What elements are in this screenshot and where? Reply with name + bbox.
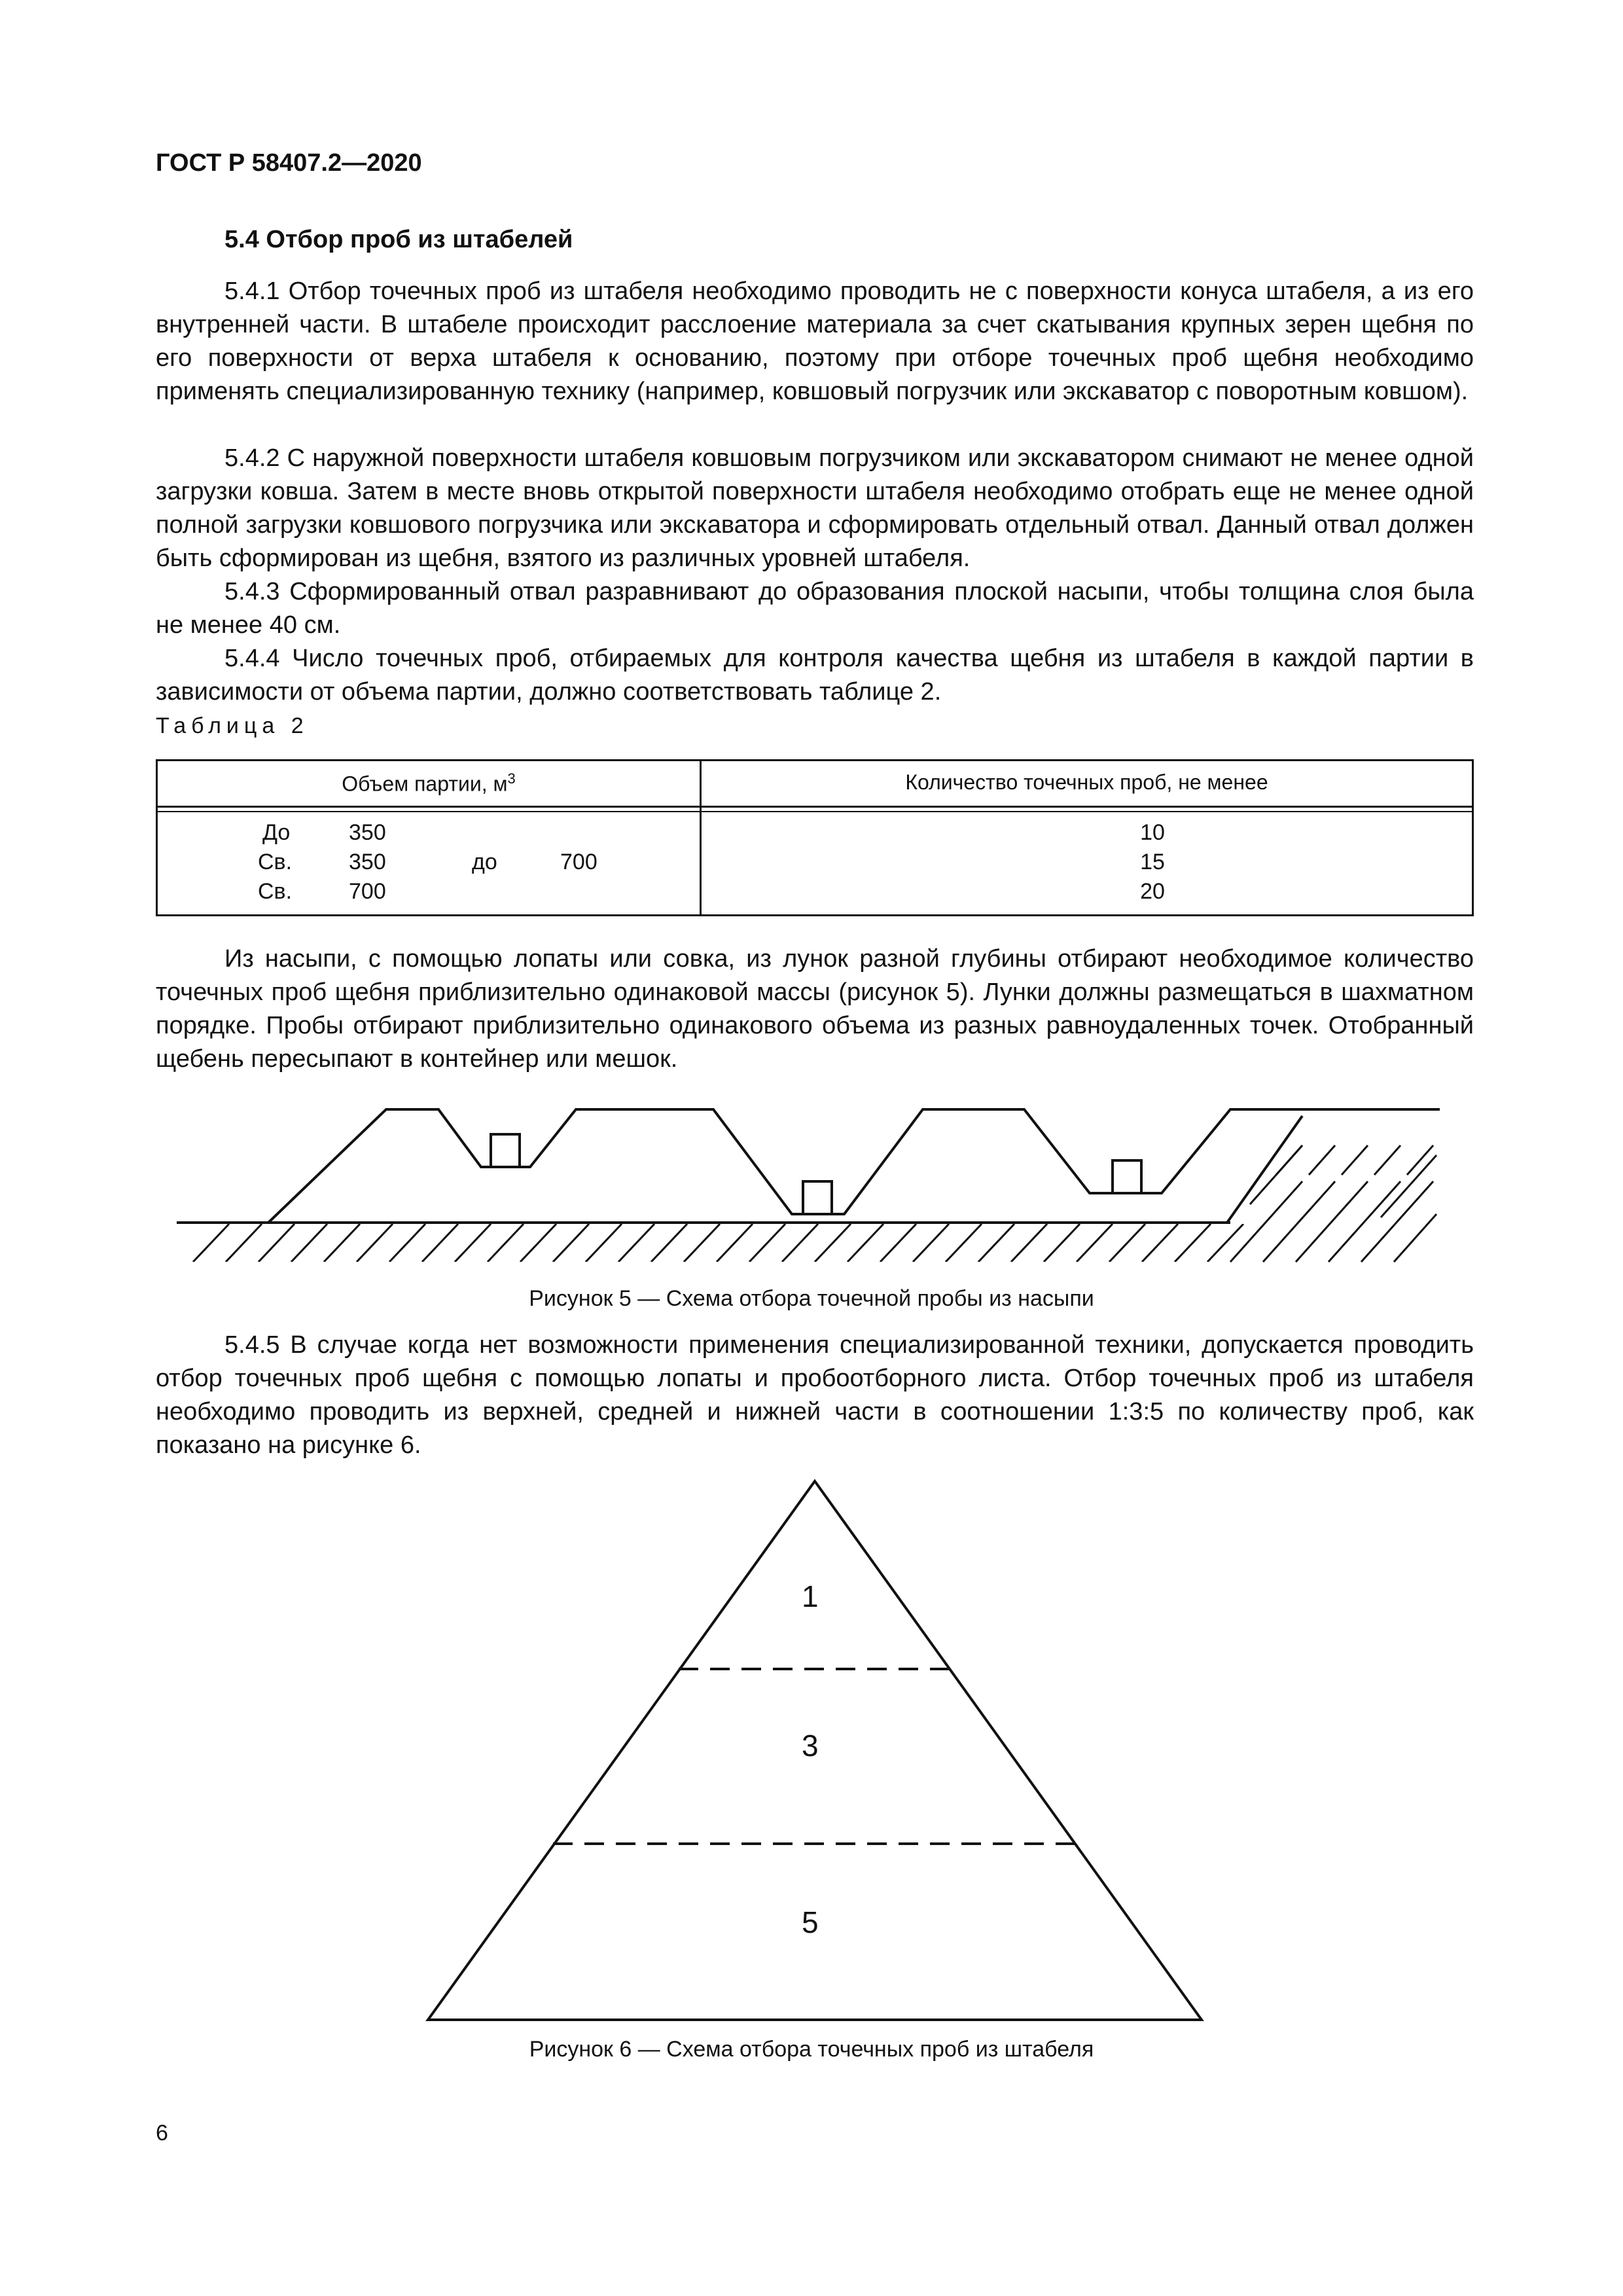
table-cell: До bbox=[262, 820, 291, 845]
table-cell: 350 bbox=[349, 850, 386, 874]
table-cell: 350 bbox=[349, 820, 386, 845]
paragraph-after-table: Из насыпи, с помощью лопаты или совка, из лунок разной глубины отбирают необходимое количество точечных проб щебня приблизительно одинаковой массы (рисунок 5). Лунки должны размещаться в шахматном порядке. Пробы отбирают приблизительно одинакового объема из разных равноудаленных точек. Отобранный щебень пересыпают в контейнер или мешок. bbox=[156, 945, 1474, 1073]
paragraph-5-4-4: 5.4.4 Число точечных проб, отбираемых для контроля качества щебня из штабеля в каждой партии в зависимости от объема партии, должно соответствовать таблице 2. bbox=[156, 645, 1474, 706]
table-cell: 700 bbox=[349, 879, 386, 904]
figure-5-embankment bbox=[177, 1109, 1440, 1262]
table-cell: 15 bbox=[1140, 850, 1165, 874]
table-cell: Св. bbox=[258, 879, 293, 904]
paragraph-5-4-2: 5.4.2 С наружной поверхности штабеля ковшовым погрузчиком или экскаватором снимают не менее одной загрузки ковша. Затем в месте вновь открытой поверхности штабеля необходимо отобрать еще не менее одной полной загрузки ковшового погрузчика или экскаватора и сформировать отдельный отвал. Данный отвал должен быть сформирован из щебня, взятого из различных уровней штабеля. bbox=[156, 444, 1474, 572]
table-header-count: Количество точечных проб, не менее bbox=[905, 770, 1268, 794]
table-cell: до bbox=[472, 850, 497, 874]
table-cell: Св. bbox=[258, 850, 293, 874]
table-cell: 20 bbox=[1140, 879, 1165, 904]
figure-6-label-middle: 3 bbox=[802, 1729, 819, 1763]
figure-6-label-bottom: 5 bbox=[802, 1905, 819, 1939]
section-title: 5.4 Отбор проб из штабелей bbox=[224, 226, 573, 253]
table-cell: 10 bbox=[1140, 820, 1165, 845]
paragraph-5-4-3: 5.4.3 Сформированный отвал разравнивают до образования плоской насыпи, чтобы толщина слоя была не менее 40 см. bbox=[156, 578, 1474, 639]
paragraph-5-4-5: 5.4.5 В случае когда нет возможности применения специализированной техники, допускается проводить отбор точечных проб щебня с помощью лопаты и пробоотборного листа. Отбор точечных проб из штабеля необходимо проводить из верхней, средней и нижней части в соотношении 1:3:5 по количеству проб, как показано на рисунке 6. bbox=[156, 1331, 1474, 1459]
table-cell: 700 bbox=[560, 850, 597, 874]
figure-6-caption: Рисунок 6 — Схема отбора точечных проб из штабеля bbox=[529, 2037, 1094, 2062]
table-caption: Таблица 2 bbox=[156, 713, 309, 738]
document-header: ГОСТ Р 58407.2—2020 bbox=[156, 149, 422, 177]
page-number: 6 bbox=[156, 2121, 168, 2145]
table-header-volume: Объем партии, $м^3$ bbox=[342, 770, 516, 796]
paragraph-5-4-1: 5.4.1 Отбор точечных проб из штабеля необходимо проводить не с поверхности конуса штабеля, а из его внутренней части. В штабеле происходит расслоение материала за счет скатывания крупных зерен щебня по его поверхности от верха штабеля к основанию, поэтому при отборе точечных проб щебня необходимо применять специализированную технику (например, ковшовый погрузчик или экскаватор с поворотным ковшом). bbox=[156, 278, 1474, 405]
figure-6-label-top: 1 bbox=[802, 1579, 819, 1613]
figure-5-caption: Рисунок 5 — Схема отбора точечной пробы из насыпи bbox=[529, 1286, 1094, 1311]
